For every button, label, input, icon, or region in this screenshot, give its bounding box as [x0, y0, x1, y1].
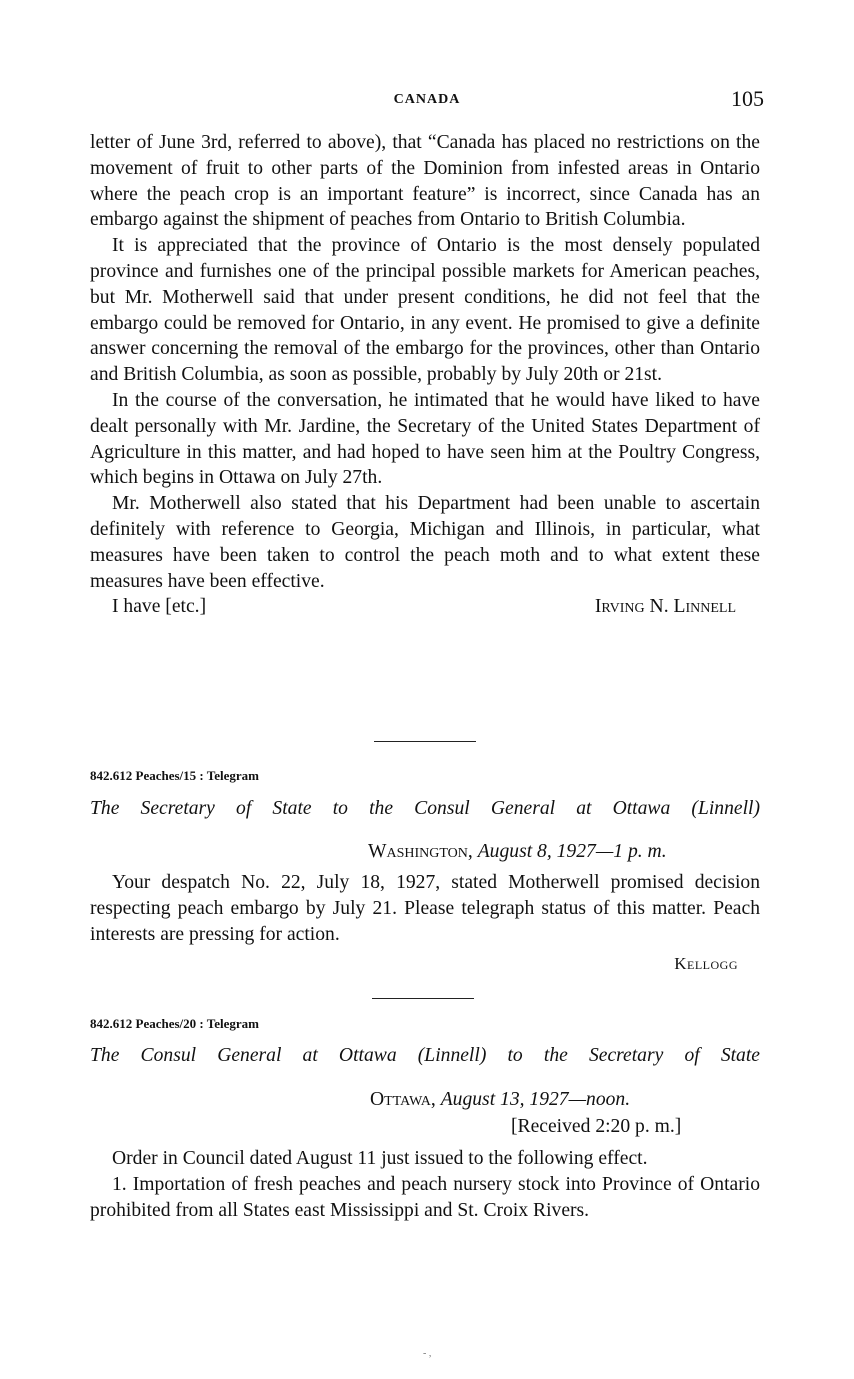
- dateline-place: Washington,: [368, 841, 473, 862]
- dateline: [368, 841, 667, 863]
- document-heading: The Consul General at Ottawa (Linnell) to the Secretary of State: [90, 1045, 760, 1066]
- paragraph: 1. Importation of fresh peaches and peach nursery stock into Province of Ontario prohibited from all States east Mississippi and St. Croix Rivers.: [90, 1173, 760, 1221]
- paragraph: Mr. Motherwell also stated that his Department had been unable to ascertain definitely with reference to Georgia, Michigan and Illinois, in particular, what measures have been taken to control the peach moth and to what extent these measures have been effective.: [90, 493, 760, 592]
- letter-body: [90, 130, 760, 620]
- document-heading: The Secretary of State to the Consul General at Ottawa (Linnell): [90, 798, 760, 819]
- signature: Kellogg: [674, 954, 738, 973]
- dateline-place: Ottawa,: [370, 1089, 436, 1110]
- signature: Irving N. Linnell: [594, 596, 736, 618]
- telegram-body: Your despatch No. 22, July 18, 1927, stated Motherwell promised decision respecting peach embargo by July 21. Please telegraph status of this matter. Peach interests are pressing for action.: [90, 872, 760, 945]
- paragraph: It is appreciated that the province of Ontario is the most densely populated province and furnishes one of the principal possible markets for American peaches, but Mr. Motherwell said that under present conditions, he did not feel that the embargo could be removed for Ontario, in any event. He promised to give a definite answer concerning the removal of the embargo for the provinces, other than Ontario and British Columbia, as soon as possible, probably by July 20th or 21st.: [90, 235, 760, 386]
- paragraph: Order in Council dated August 11 just issued to the following effect.: [112, 1148, 648, 1169]
- closing-formula: I have [etc.]: [112, 596, 207, 618]
- file-reference: 842.612 Peaches/15 : Telegram: [90, 768, 259, 783]
- dateline-date: August 13, 1927—noon.: [440, 1089, 631, 1110]
- running-title: CANADA: [393, 92, 461, 107]
- page-mark: - ,: [423, 1348, 432, 1359]
- paragraph: In the course of the conversation, he intimated that he would have liked to have dealt personally with Mr. Jardine, the Secretary of the United States Department of Agriculture in this matter, and had hoped to have seen him at the Poultry Congress, which begins in Ottawa on July 27th.: [90, 389, 760, 489]
- received-time: [Received 2:20 p. m.]: [511, 1116, 682, 1137]
- section-divider: [372, 998, 474, 999]
- telegram-body: [90, 1146, 760, 1223]
- paragraph: letter of June 3rd, referred to above), that “Canada has placed no restrictions on the movement of fruit to other parts of the Dominion from infested areas in Ontario where the peach crop is an important feature” is incorrect, since Canada has an embargo against the shipment of peaches from Ontario to British Columbia.: [90, 132, 760, 231]
- section-divider: [374, 741, 476, 742]
- page-number: 105: [731, 86, 764, 111]
- file-reference: 842.612 Peaches/20 : Telegram: [90, 1016, 259, 1031]
- signature-line: [90, 594, 760, 620]
- dateline-date: August 8, 1927—1 p. m.: [477, 841, 667, 862]
- running-head: [90, 86, 764, 116]
- dateline: [370, 1089, 630, 1111]
